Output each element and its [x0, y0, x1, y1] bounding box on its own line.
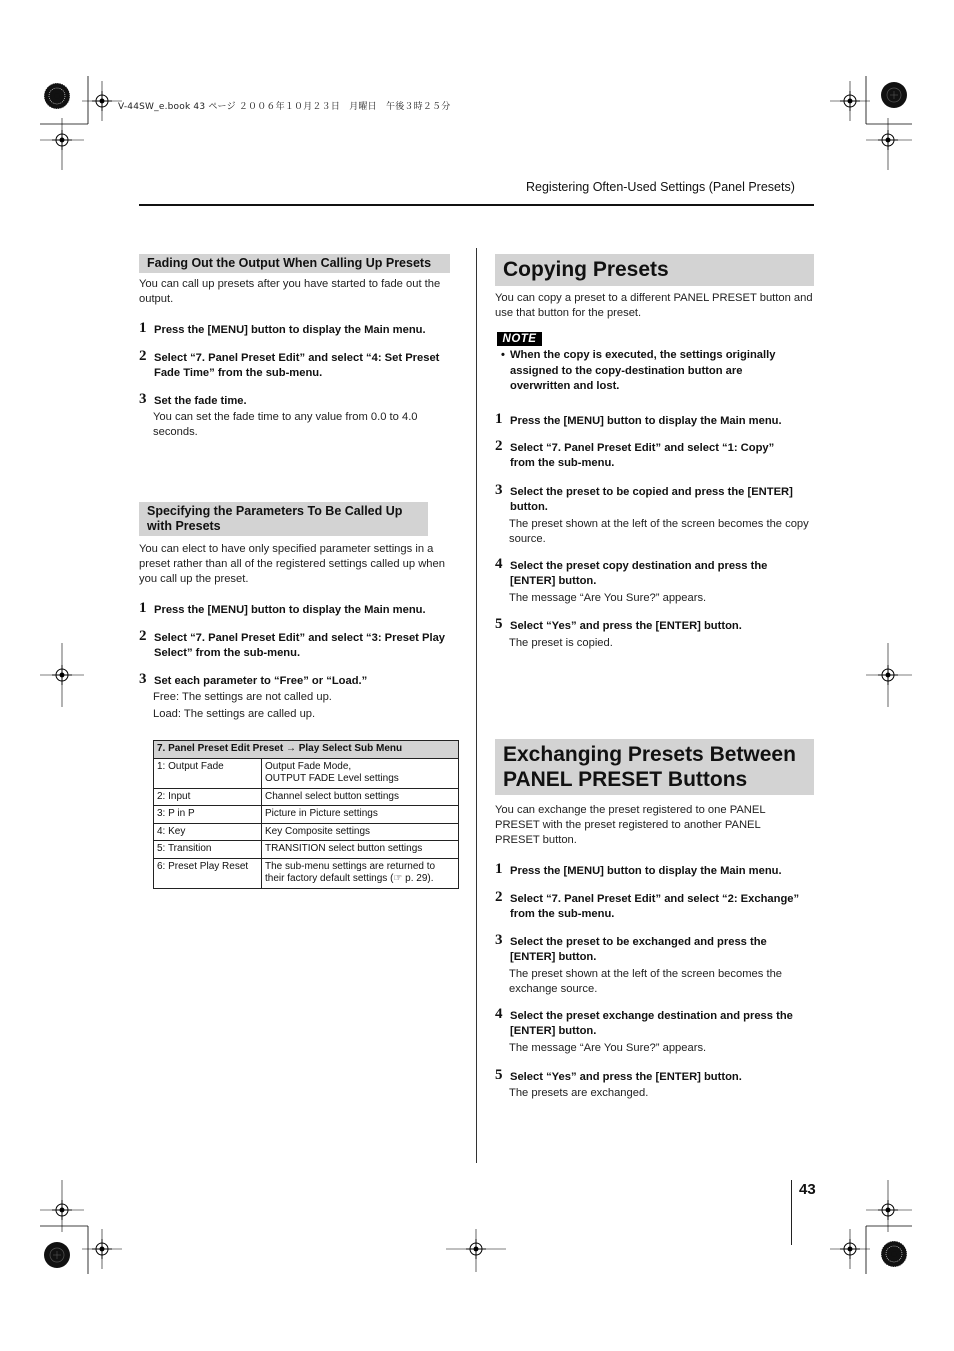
desc-line: their factory default settings (☞ p. 29). — [265, 873, 434, 884]
desc-line: Output Fade Mode, — [265, 760, 352, 772]
page-number-rule — [791, 1180, 792, 1245]
step-text: Select “Yes” and press the [ENTER] button. — [510, 620, 742, 632]
table-header-row — [154, 741, 459, 759]
copy-step-3-desc: The preset shown at the left of the screen becomes the copy source. — [509, 518, 809, 545]
section-heading-fade: Fading Out the Output When Calling Up Presets — [139, 254, 450, 273]
step-text: Set each parameter to “Free” or “Load.” — [154, 675, 368, 687]
heading-line: PANEL PRESET Buttons — [503, 768, 748, 791]
table-row — [154, 806, 459, 824]
step-number: 1 — [495, 861, 503, 877]
copy-step-4-desc: The message “Are You Sure?” appears. — [509, 592, 707, 604]
step-number: 5 — [495, 616, 503, 632]
copy-intro: You can copy a preset to a different PANEL PRESET button and use that button for the preset. — [495, 292, 813, 319]
table-row — [154, 788, 459, 806]
step-text: Select “7. Panel Preset Edit” and select “4: Set Preset Fade Time” from the sub-menu. — [154, 352, 440, 380]
params-desc-free: Free: The settings are not called up. — [153, 691, 332, 703]
section-heading-params: Specifying the Parameters To Be Called Up with Presets — [139, 502, 428, 536]
table-cell-item: 4: Key — [154, 823, 262, 841]
step-text: Select “Yes” and press the [ENTER] button. — [510, 1071, 742, 1083]
step-number: 3 — [495, 482, 503, 498]
table-row — [154, 823, 459, 841]
step-text: Select the preset to be exchanged and press the [ENTER] button. — [510, 936, 767, 964]
exchange-step-3-desc: The preset shown at the left of the screen becomes the exchange source. — [509, 968, 783, 995]
step-text: Select the preset exchange destination and press the [ENTER] button. — [510, 1010, 793, 1038]
table-cell-desc — [262, 758, 459, 788]
page-number: 43 — [799, 1181, 816, 1198]
table-row — [154, 858, 459, 888]
step-text: Select the preset to be copied and press the [ENTER] button. — [510, 486, 793, 514]
section-heading-copy: Copying Presets — [495, 254, 814, 286]
step-text: Set the fade time. — [154, 395, 247, 407]
desc-line: OUTPUT FADE Level settings — [265, 773, 399, 784]
step-number: 3 — [139, 671, 147, 687]
column-divider — [476, 248, 477, 1163]
exchange-step-5-desc: The presets are exchanged. — [509, 1087, 649, 1099]
table-cell-item: 5: Transition — [154, 841, 262, 859]
table-cell-item: 2: Input — [154, 788, 262, 806]
table-row — [154, 758, 459, 788]
table-cell-desc — [262, 858, 459, 888]
desc-line: The sub-menu settings are returned to — [265, 860, 436, 872]
step-number: 2 — [139, 628, 147, 644]
step-text: Select “7. Panel Preset Edit” and select “2: Exchange” from the sub-menu. — [510, 893, 800, 921]
step-number: 3 — [139, 391, 147, 407]
table-cell-item: 6: Preset Play Reset — [154, 858, 262, 888]
print-info: V-44SW_e.book 43 ページ ２００６年１０月２３日 月曜日 午後３時２５分 — [118, 102, 451, 112]
table-header: 7. Panel Preset Edit Preset → Play Select Sub Menu — [154, 741, 459, 759]
play-select-table — [153, 740, 459, 889]
fade-intro: You can call up presets after you have started to fade out the output. — [139, 278, 441, 305]
step-text: Select the preset copy destination and press the [ENTER] button. — [510, 560, 768, 588]
step-number: 2 — [495, 438, 503, 454]
step-number: 1 — [139, 320, 147, 336]
step-text: Press the [MENU] button to display the Main menu. — [154, 324, 426, 336]
note-badge: NOTE — [497, 332, 542, 346]
step-number: 4 — [495, 1006, 503, 1022]
table-cell-item: 1: Output Fade — [154, 758, 262, 788]
step-number: 1 — [139, 600, 147, 616]
step-text: Press the [MENU] button to display the Main menu. — [510, 865, 782, 877]
step-number: 2 — [139, 348, 147, 364]
step-number: 4 — [495, 556, 503, 572]
table-cell-desc: TRANSITION select button settings — [262, 841, 459, 859]
params-intro: You can elect to have only specified parameter settings in a preset rather than all of the registered settings called up when you call up the preset. — [139, 543, 445, 585]
note-bullet: • — [501, 349, 505, 361]
copy-step-5-desc: The preset is copied. — [509, 637, 613, 649]
fade-step-3-desc: You can set the fade time to any value from 0.0 to 4.0 seconds. — [153, 411, 418, 438]
step-number: 2 — [495, 889, 503, 905]
step-text: Press the [MENU] button to display the Main menu. — [154, 604, 426, 616]
step-number: 3 — [495, 932, 503, 948]
section-heading-exchange — [495, 739, 814, 795]
table-cell-item: 3: P in P — [154, 806, 262, 824]
running-header: Registering Often-Used Settings (Panel Presets) — [526, 180, 795, 194]
step-text: Select “7. Panel Preset Edit” and select “1: Copy” from the sub-menu. — [510, 442, 775, 470]
exchange-intro: You can exchange the preset registered to one PANEL PRESET with the preset registered to another PANEL PRESET button. — [495, 804, 766, 846]
table-cell-desc: Key Composite settings — [262, 823, 459, 841]
heading-line: Exchanging Presets Between — [503, 743, 796, 766]
table-cell-desc: Picture in Picture settings — [262, 806, 459, 824]
note-text: When the copy is executed, the settings originally assigned to the copy-destination button are overwritten and lost. — [510, 349, 776, 392]
step-text: Press the [MENU] button to display the Main menu. — [510, 415, 782, 427]
header-rule — [139, 204, 814, 206]
table-cell-desc: Channel select button settings — [262, 788, 459, 806]
step-number: 5 — [495, 1067, 503, 1083]
step-number: 1 — [495, 411, 503, 427]
table-row — [154, 841, 459, 859]
exchange-step-4-desc: The message “Are You Sure?” appears. — [509, 1042, 707, 1054]
step-text: Select “7. Panel Preset Edit” and select “3: Preset Play Select” from the sub-menu. — [154, 632, 446, 660]
params-desc-load: Load: The settings are called up. — [153, 708, 316, 720]
